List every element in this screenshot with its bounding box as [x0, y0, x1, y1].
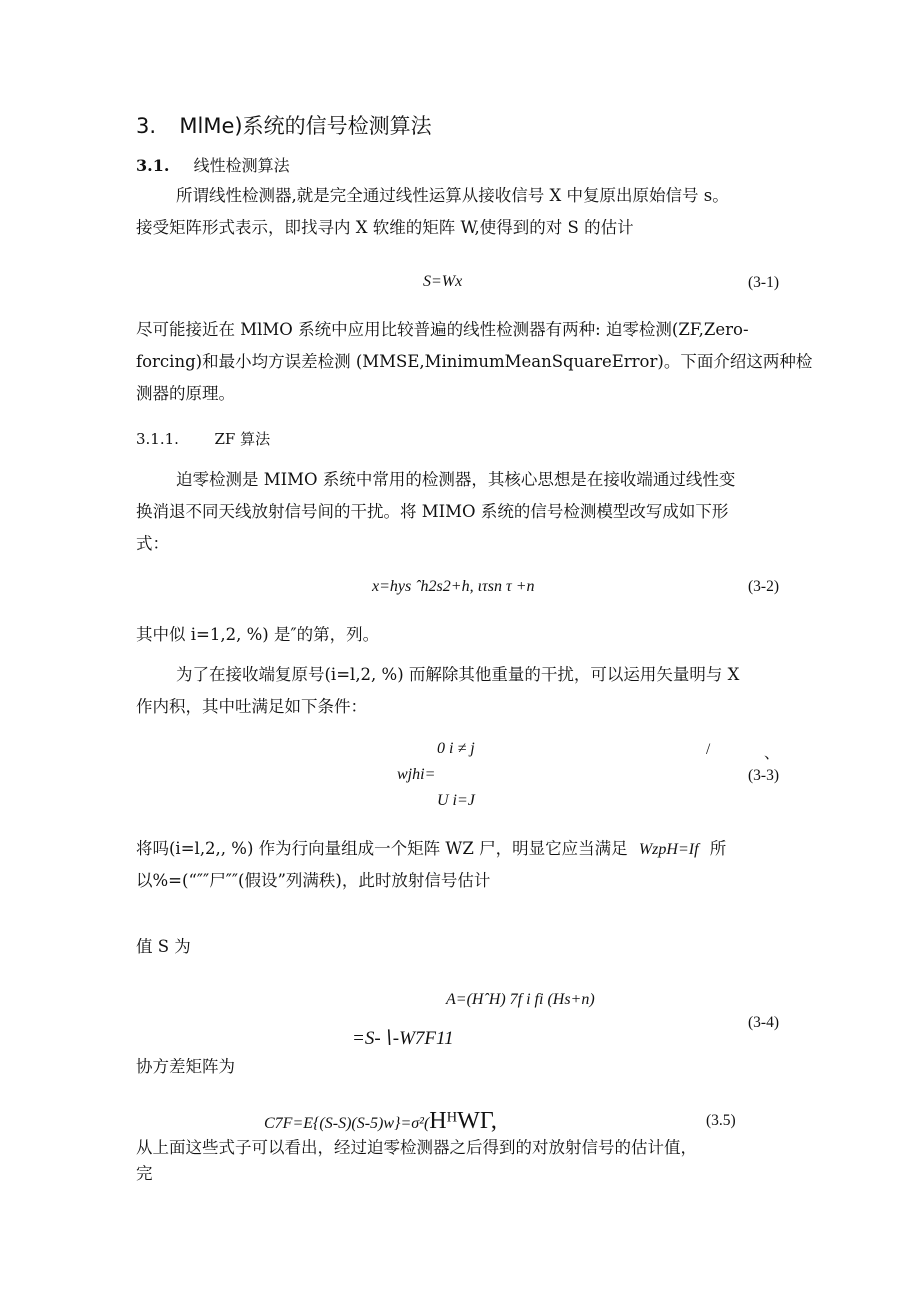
equation-label: (3.5): [706, 1112, 736, 1129]
subsection-number: 3.1.: [136, 156, 170, 175]
paragraph-line: 以%=(“″″尸″″(假设”列满秩)，此时放射信号估计: [136, 871, 491, 890]
paragraph-text: 所: [709, 839, 727, 858]
paragraph-line: 值 S 为: [136, 937, 191, 956]
section-heading: [136, 110, 432, 140]
paragraph-line: 为了在接收端复原号(i=l,2, %) 而解除其他重量的干扰，可以运用矢量明与 X: [176, 665, 740, 684]
subsection-title: 线性检测算法: [193, 156, 290, 175]
section-title: MlMe)系统的信号检测算法: [179, 114, 432, 138]
paragraph-line: 完: [136, 1164, 153, 1183]
paragraph-line: 从上面这些式子可以看出，经过迫零检测器之后得到的对放射信号的估计值，: [136, 1138, 697, 1157]
equation-3-3-slash-mark: /: [706, 741, 711, 758]
equation-3-2: x=hys ˆh2s2+h, ιτsn τ +n: [372, 578, 535, 595]
inline-math: WzpH=If: [638, 841, 699, 858]
equation-3-5: [264, 1108, 497, 1135]
paragraph-line: 作内积，其中吐满足如下条件：: [136, 697, 367, 716]
paragraph-line: 接受矩阵形式表示，即找寻内 X 软维的矩阵 W,使得到的对 S 的估计: [136, 218, 634, 237]
paragraph-text: 将吗(i=l,2,, %) 作为行向量组成一个矩阵 WZ 尸，明显它应当满足: [136, 839, 628, 858]
section-number: 3.: [136, 114, 157, 138]
paragraph-line: 式：: [136, 534, 169, 553]
paragraph-line: forcing)和最小均方误差检测 (MMSE,MinimumMeanSquareError)。下面介绍这两种检: [136, 352, 813, 371]
equation-3-3-case-top: 0 i ≠ j: [437, 740, 475, 757]
equation-3-5-lhs: C7F=E{(S-S)(S-5)w}=σ²(: [264, 1115, 430, 1132]
equation-3-1: S=Wx: [423, 273, 463, 290]
equation-label: (3-1): [748, 274, 779, 291]
paragraph-line: 测器的原理。: [136, 384, 235, 403]
subsubsection-number: 3.1.1.: [136, 430, 179, 448]
equation-3-5-rhs: HᴴWΓ,: [429, 1108, 497, 1134]
equation-label: (3-3): [748, 767, 779, 784]
paragraph-line: 尽可能接近在 MlMO 系统中应用比较普遍的线性检测器有两种: 迫零检测(ZF,Zero-: [136, 320, 749, 339]
subsection-heading: [136, 153, 290, 176]
subsubsection-title: ZF 算法: [214, 430, 271, 448]
equation-label: (3-4): [748, 1014, 779, 1031]
paragraph-line: 其中似 i=1,2, %) 是″的第，列。: [136, 625, 380, 644]
equation-3-3-lhs: wjhi=: [397, 766, 436, 783]
equation-3-4-line2: =S-∖-W7F11: [352, 1028, 454, 1049]
equation-3-3-case-bottom: U i=J: [437, 792, 475, 809]
paragraph-line: 协方差矩阵为: [136, 1057, 235, 1076]
equation-label: (3-2): [748, 578, 779, 595]
equation-3-3-comma-mark: 、: [764, 745, 780, 762]
paragraph-line: 所谓线性检测器,就是完全通过线性运算从接收信号 X 中复原出原始信号 s。: [176, 186, 729, 205]
paragraph-line: 迫零检测是 MIMO 系统中常用的检测器，其核心思想是在接收端通过线性变: [176, 470, 736, 489]
paragraph-line: 换消退不同天线放射信号间的干扰。将 MIMO 系统的信号检测模型改写成如下形: [136, 502, 729, 521]
paragraph-line: [136, 833, 726, 866]
equation-3-4-line1: A=(HˆH) 7f i fi (Hs+n): [446, 991, 595, 1008]
subsubsection-heading: [136, 428, 270, 449]
